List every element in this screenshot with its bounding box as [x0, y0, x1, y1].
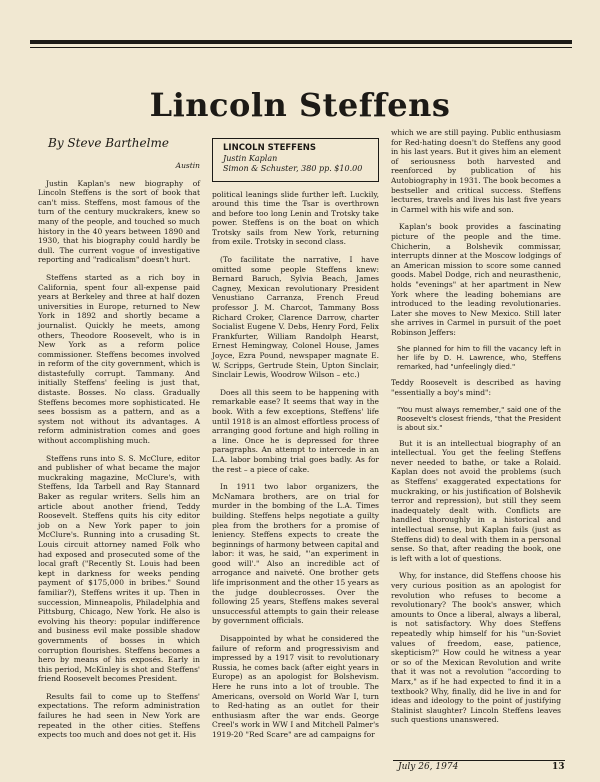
top-rule-thick	[30, 40, 572, 44]
column-1	[38, 136, 200, 748]
paragraph: Does all this seem to be happening with remarkable ease? It seems that way in the book. With a few exceptions, Steffens' life until 1918 is an almost effortless process of arranging good fortune and high rolling in a line. Once he is depressed for three paragraphs. An attempt to intercede in an L.A. labor bombing trial goes badly. As for the rest – a piece of cake.	[212, 387, 379, 474]
paragraph: political leanings slide further left. Luckily, around this time the Tsar is overthrown and before too long Lenin and Trotsky take power. Steffens is on the boat on which Trotsky sails from New York, returning from exile. Trotsky in second class.	[212, 189, 379, 247]
book-publisher: Simon & Schuster, 380 pp. $10.00	[223, 164, 363, 173]
paragraph: Kaplan's book provides a fascinating picture of the people and the time. Chicherin, a Bolshevik commissar, interrupts dinner at the Moscow lodgings of an American mission to score some canned goods. Mabel Dodge, rich and neurasthenic, holds "evenings" at her apartment in New York where the leading bohemians are introduced to the leading revolutionaries. Later she moves to New Mexico. Still later she arrives in Carmel in pursuit of the poet Robinson Jeffers:	[391, 222, 561, 337]
article-title: Lincoln Steffens	[149, 86, 451, 124]
paragraph: Steffens runs into S. S. McClure, editor and publisher of what became the major muckraking magazine, McClure's, with Steffens, Ida Tarbell and Ray Stannard Baker as regular writers. Sells him an article about another friend, Teddy Roosevelt. Steffens quits his city editor job on a New York paper to join McClure's. Running into a crusading St. Louis circuit attorney named Folk who had exposed and prosecuted some of the local graft ("Recently St. Louis had been kept in darkness for weeks pending payment of $175,000 in bribes." Sound familiar?), Steffens writes it up. Then in succession, Minneapolis, Philadelphia and Pittsburg, Chicago, New York. He also is evolving his theory: popular indifference and business evil make possible shadow governments of bosses in which corruption flourishes. Steffens becomes a hero by means of his exposés. Early in this period, McKinley is shot and Steffens' friend Roosevelt becomes President.	[38, 453, 200, 684]
paragraph: Steffens started as a rich boy in California, spent four all-expense paid years at Berkeley and three at half dozen universities in Europe, returned to New York in 1892 and shortly became a journalist. Quickly he meets, among others, Theodore Roosevelt, who is in New York as a reform police commissioner. Steffens becomes involved in reform of the city government, which is distastefully corrupt. Tammany. And initially Steffens' feeling is just that, distaste. Bosses. No class. Gradually Steffens becomes more sophisticated. He sees bossism as a pattern, and as a system not without its advantages. A reform administration comes and goes without accomplishing much.	[38, 272, 200, 446]
block-quote: "You must always remember," said one of the Roosevelt's closest friends, "that the President is about six."	[397, 405, 561, 432]
column-2	[212, 136, 379, 748]
book-title: LINCOLN STEFFENS	[223, 143, 317, 153]
footer-rule	[393, 760, 565, 761]
paragraph: Results fail to come up to Steffens' expectations. The reform administration failures he had seen in New York are repeated in the other cities. Steffens expects too much and does not get it. His	[38, 691, 200, 740]
page-number: 13	[552, 762, 565, 772]
paragraph: Why, for instance, did Steffens choose his very curious position as an apologist for revolution who refuses to become a revolutionary? The book's answer, which amounts to Once a liberal, always a liberal, is not satisfactory. Why does Steffens repeatedly whip himself for his "un-Soviet values of freedom, ease, patience, skepticism?" How could he witness a year or so of the Mexican Revolution and write that it was not a revolution "according to Marx," as if he had expected to find it in a textbook? Why, finally, did he live in and for ideas and ideology to the point of justifying Stalinist slaughter? Lincoln Steffens leaves such questions unanswered.	[391, 571, 561, 725]
dateline: Austin	[175, 161, 200, 170]
paragraph: Teddy Roosevelt is described as having "essentially a boy's mind":	[391, 378, 561, 398]
paragraph: (To facilitate the narrative, I have omitted some people Steffens knew: Bernard Baruch, Sylvia Beach, James Cagney, Mexican revolutionary President Venustiano Carranza, French Freud professor J. M. Charcot, Tammany Boss Richard Croker, Clarence Darrow, charter Socialist Eugene V. Debs, Henry Ford, Felix Frankfurter, William Randolph Hearst, Ernest Hemingway, Colonel House, James Joyce, Ezra Pound, newspaper magnate E. W. Scripps, Gertrude Stein, Upton Sinclair, Sinclair Lewis, Woodrow Wilson – etc.)	[212, 255, 379, 380]
paragraph: In 1911 two labor organizers, the McNamara brothers, are on trial for murder in the bombing of the L.A. Times building. Steffens helps negotiate a guilty plea from the brothers for a promise of leniency. Steffens expects to create the beginnings of harmony between capital and labor: it was, he said, "'an experiment in good will'." Also an incredible act of arrogance and naiveté. One brother gets life imprisonment and the other 15 years as the judge doublecrosses. Over the following 25 years, Steffens makes several unsuccessful attempts to gain their release by government officials.	[212, 482, 380, 626]
paragraph: Disappointed by what he considered the failure of reform and progressivism and impressed by a 1917 visit to revolutionary Russia, he comes back (after eight years in Europe) as an apologist for Bolshevism. Here he runs into a lot of trouble. The Americans, oversold on World War I, turn to Red-hating as an outlet for their enthusiasm after the war ends. George Creel's work in WW I and Mitchell Palmer's 1919-20 "Red Scare" are ad campaigns for	[212, 634, 379, 739]
paragraph: Justin Kaplan's new biography of Lincoln Steffens is the sort of book that can't miss. Steffens, most famous of the turn of the century muckrakers, knew so many of the people, and touched so much history in the 40 years between 1890 and 1930, that his biography could hardly be dull. The current vogue of investigative reporting and "radicalism" doesn't hurt.	[38, 178, 200, 265]
paragraph: which we are still paying. Public enthusiasm for Red-hating doesn't do Steffens any good in his last years. But it gives him an element of seriousness both harvested and reenforced by publication of his Autobiography in 1931. The book becomes a bestseller and critical success. Steffens lectures, travels and lives his last five years in Carmel with his wife and son.	[391, 128, 561, 214]
book-author: Justin Kaplan	[223, 153, 278, 163]
block-quote: She planned for him to fill the vacancy left in her life by D. H. Lawrence, who, Steffens remarked, had "unfeelingly died."	[397, 345, 561, 372]
book-info-box	[212, 138, 379, 182]
paragraph: But it is an intellectual biography of an intellectual. You get the feeling Steffens never needed to bathe, or take a Rolaid. Kaplan does not avoid the problems (such as Steffens' exaggerated expectations for muckraking, or his justification of Bolshevik terror and repression), but still they seem inadequately dealt with. Conflicts are handled thoroughly in a historical and intellectual sense, but Kaplan fails (just as Steffens did) to deal with them in a personal sense. So that, after reading the book, one is left with a lot of questions.	[391, 438, 561, 563]
issue-date: July 26, 1974	[398, 762, 459, 772]
column-3	[391, 128, 561, 733]
top-rule-thin	[30, 47, 572, 48]
byline: By Steve Barthelme	[48, 136, 169, 150]
